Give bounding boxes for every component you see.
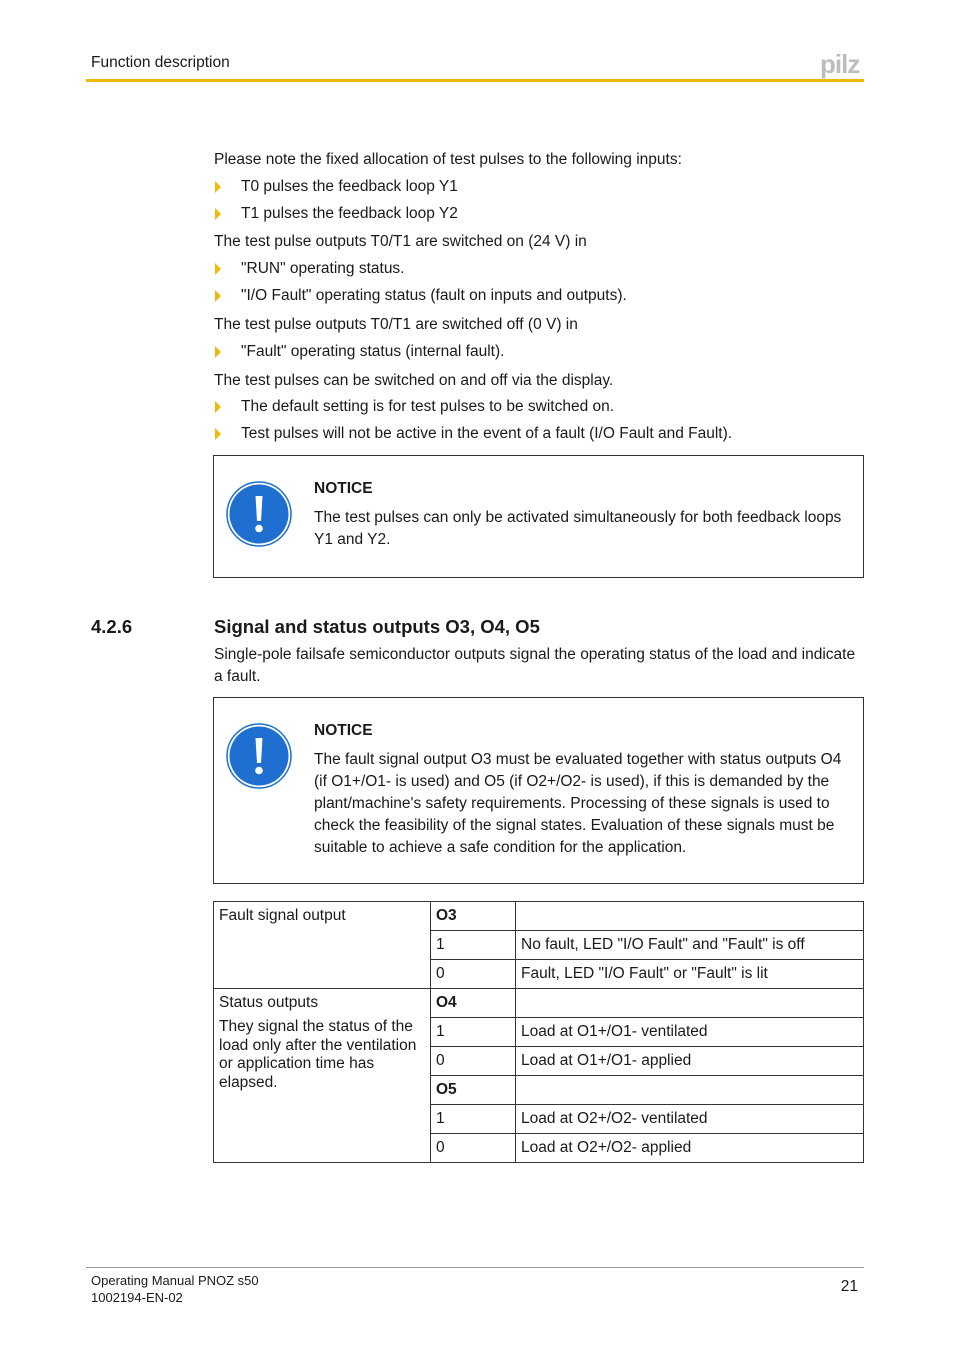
status-outputs-description: They signal the status of the load only after the ventilation or application time has elapsed. — [219, 1018, 417, 1091]
table-cell-state: 1 — [431, 1018, 516, 1047]
status-outputs-label: Status outputs — [219, 994, 319, 1011]
table-cell-meaning: Load at O2+/O2- applied — [516, 1134, 864, 1163]
exclamation-icon — [226, 723, 292, 789]
section-body: Single-pole failsafe semiconductor outputs signal the operating status of the load and indicate a fault. — [214, 646, 856, 685]
footer-doc-number: 1002194-EN-02 — [91, 1290, 183, 1305]
table-cell-meaning: Load at O1+/O1- applied — [516, 1047, 864, 1076]
notice-text: The test pulses can only be activated simultaneously for both feedback loops Y1 and Y2. — [314, 509, 842, 548]
table-cell-state: 1 — [431, 931, 516, 960]
header-section-title: Function description — [91, 54, 230, 71]
bullet-triangle-icon — [215, 290, 221, 302]
bullet-triangle-icon — [215, 208, 221, 220]
fault-signal-label: Fault signal output — [214, 902, 431, 989]
output-name-o4: O4 — [431, 989, 516, 1018]
notice-box-2 — [213, 697, 864, 884]
section-number: 4.2.6 — [91, 616, 133, 637]
output-name-o5: O5 — [431, 1076, 516, 1105]
intro-paragraph-1: Please note the fixed allocation of test pulses to the following inputs: — [214, 151, 682, 168]
header-rule — [86, 79, 864, 82]
bullet-triangle-icon — [215, 401, 221, 413]
table-cell-state: 1 — [431, 1105, 516, 1134]
intro-paragraph-3: The test pulse outputs T0/T1 are switched off (0 V) in — [214, 316, 578, 333]
bullet-triangle-icon — [215, 263, 221, 275]
notice-box-1 — [213, 455, 864, 578]
exclamation-icon — [226, 481, 292, 547]
list-item: Test pulses will not be active in the event of a fault (I/O Fault and Fault). — [214, 423, 864, 445]
pilz-logo: pilz — [820, 49, 860, 79]
footer-manual-title: Operating Manual PNOZ s50 — [91, 1273, 259, 1288]
list-item: T1 pulses the feedback loop Y2 — [214, 203, 864, 225]
page-number: 21 — [840, 1278, 858, 1295]
table-cell-state: 0 — [431, 1134, 516, 1163]
list-item: T0 pulses the feedback loop Y1 — [214, 176, 864, 198]
list-item: "RUN" operating status. — [214, 258, 864, 280]
notice-text: The fault signal output O3 must be evaluated together with status outputs O4 (if O1+/O1- is used) and O5 (if O2+/O2- is used), if this is demanded by the plant/machine's safety requirements. Processing of these signals is used to check the feasibility of the signal states. Evaluation of these signals must be suitable to achieve a safe condition for the application. — [314, 751, 842, 856]
bullet-triangle-icon — [215, 346, 221, 358]
table-cell-meaning: Load at O1+/O1- ventilated — [516, 1018, 864, 1047]
output-name-o3: O3 — [431, 902, 516, 931]
bullet-triangle-icon — [215, 428, 221, 440]
table-cell-meaning: No fault, LED "I/O Fault" and "Fault" is off — [516, 931, 864, 960]
intro-paragraph-4: The test pulses can be switched on and off via the display. — [214, 372, 614, 389]
signal-status-table — [213, 901, 864, 1163]
intro-paragraph-2: The test pulse outputs T0/T1 are switched on (24 V) in — [214, 233, 587, 250]
table-row — [214, 902, 864, 931]
bullet-triangle-icon — [215, 181, 221, 193]
table-cell-state: 0 — [431, 960, 516, 989]
status-outputs-cell — [214, 989, 431, 1163]
notice-title: NOTICE — [314, 480, 373, 497]
table-cell-meaning: Load at O2+/O2- ventilated — [516, 1105, 864, 1134]
list-item: "Fault" operating status (internal fault). — [214, 341, 864, 363]
table-row — [214, 989, 864, 1018]
list-item: "I/O Fault" operating status (fault on inputs and outputs). — [214, 285, 864, 307]
list-item: The default setting is for test pulses to be switched on. — [214, 396, 864, 418]
notice-title: NOTICE — [314, 722, 373, 739]
table-cell-meaning: Fault, LED "I/O Fault" or "Fault" is lit — [516, 960, 864, 989]
footer-rule — [86, 1267, 864, 1268]
table-cell-state: 0 — [431, 1047, 516, 1076]
section-title: Signal and status outputs O3, O4, O5 — [214, 616, 540, 637]
